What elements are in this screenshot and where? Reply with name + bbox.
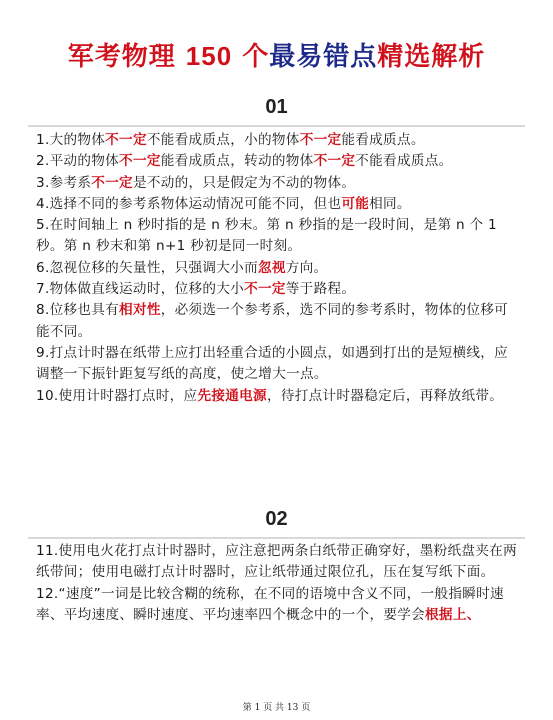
section-02-body <box>36 541 518 626</box>
highlighted-text: 不一定 <box>244 281 286 298</box>
list-item <box>36 215 518 258</box>
item-text: 3.参考系 <box>36 174 92 191</box>
section-divider <box>28 125 525 127</box>
page-title <box>0 36 553 73</box>
item-text: 方向。 <box>285 259 328 276</box>
page-footer: 第 1 页 共 13 页 <box>242 703 311 713</box>
list-item <box>36 386 518 407</box>
highlighted-text: 先接通电源 <box>197 387 267 404</box>
highlighted-text: 不一定 <box>313 153 356 170</box>
item-text: 9.打点计时器在纸带上应打出轻重合适的小圆点，如遇到打出的是短横线，应调整一下振针距复写纸的高度，使之增大一点。 <box>36 344 509 383</box>
highlighted-text: 不一定 <box>299 132 342 148</box>
item-text: ，待打点计时器稳定后，再释放纸带。 <box>266 387 504 404</box>
item-text: 10.使用计时器打点时，应 <box>36 387 198 404</box>
list-item <box>36 173 518 194</box>
list-item <box>36 279 518 300</box>
item-text: 2.平动的物体 <box>36 153 120 170</box>
item-text: 能看成质点，转动的物体 <box>160 153 314 170</box>
highlighted-text: 不一定 <box>105 132 147 148</box>
highlighted-text: 忽视 <box>257 259 286 276</box>
title-number: 150 <box>185 41 233 71</box>
item-text: 5.在时间轴上 n 秒时指的是 n 秒末。第 n 秒指的是一段时间，是第 n 个 1 秒。第 n 秒末和第 n+1 秒初是同一时刻。 <box>36 217 498 255</box>
section-heading-01: 01 <box>265 96 288 118</box>
item-text: 等于路程。 <box>285 281 356 298</box>
item-text: 能看成质点。 <box>341 132 425 148</box>
highlighted-text: 根据上、 <box>425 606 481 623</box>
title-part-3: 最易错点 <box>269 42 378 72</box>
list-item <box>36 300 518 343</box>
item-text: 12.“速度”一词是比较含糊的统称，在不同的语境中含义不同，一般指瞬时速率、平均速度、瞬时速度、平均速率四个概念中的一个，要学会 <box>36 585 504 623</box>
list-item <box>36 584 518 627</box>
item-text: ，必须选一个参考系，选不同的参考系时，物体的位移可能不同。 <box>36 302 509 340</box>
list-item <box>36 343 518 386</box>
highlighted-text: 可能 <box>341 195 370 212</box>
title-part-1: 军考物理 <box>67 42 186 72</box>
section-divider <box>28 537 525 539</box>
list-item <box>36 194 518 215</box>
list-item <box>36 258 518 279</box>
item-text: 不能看成质点。 <box>355 153 453 170</box>
section-01-body <box>36 130 518 407</box>
highlighted-text: 不一定 <box>91 174 133 191</box>
title-part-4: 精选解析 <box>377 42 486 72</box>
highlighted-text: 相对性 <box>119 302 161 319</box>
item-text: 相同。 <box>369 195 411 212</box>
item-text: 7.物体做直线运动时，位移的大小 <box>36 281 245 298</box>
highlighted-text: 不一定 <box>119 153 161 170</box>
item-text: 不能看成质点，小的物体 <box>146 132 300 148</box>
title-part-2: 个 <box>232 42 270 72</box>
item-text: 11.使用电火花打点计时器时，应注意把两条白纸带正确穿好，墨粉纸盘夹在两纸带间；使用电磁打点计时器时，应让纸带通过限位孔，压在复写纸下面。 <box>36 543 518 581</box>
list-item <box>36 151 518 172</box>
item-text: 是不动的，只是假定为不动的物体。 <box>132 174 356 191</box>
item-text: 8.位移也具有 <box>36 302 120 319</box>
item-text: 4.选择不同的参考系物体运动情况可能不同，但也 <box>36 195 342 212</box>
item-text: 1.大的物体 <box>36 132 106 148</box>
section-heading-02: 02 <box>265 508 288 530</box>
item-text: 6.忽视位移的矢量性，只强调大小而 <box>36 259 258 276</box>
list-item <box>36 541 518 584</box>
list-item <box>36 130 518 151</box>
